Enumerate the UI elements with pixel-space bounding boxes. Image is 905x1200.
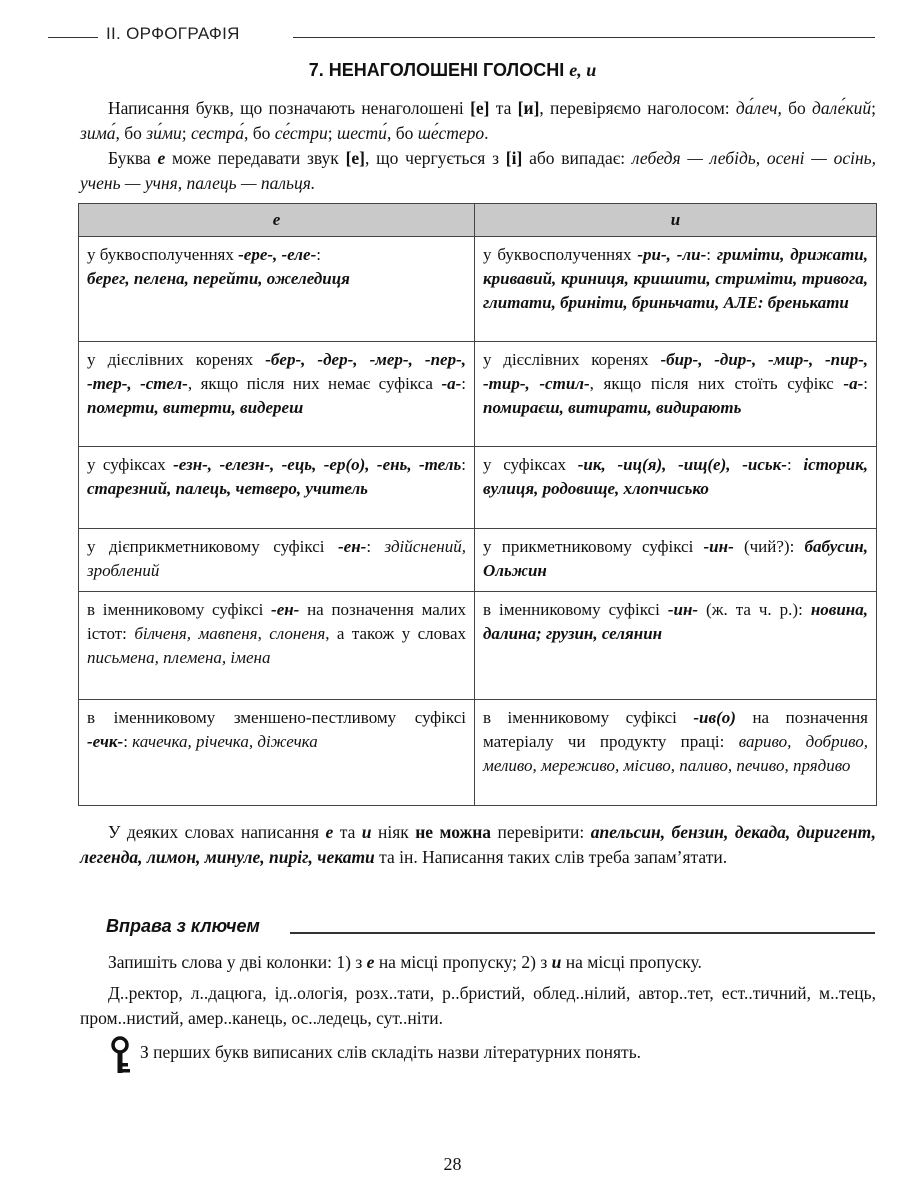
intro-paragraph-1: Написання букв, що позначають ненаголошені [е] та [и], перевіряємо наголосом: да́леч, бо дале́кий; зима́, бо зи́ми; сестра́, бо се́стри; шести́, бо ше́стеро. (80, 98, 877, 143)
page-number: 28 (443, 1154, 462, 1174)
cell-y: у дієслівних коренях -бир-, -дир-, -мир-, -пир-, -тир-, -стил-, якщо після них стоїть суфікс -а-: помираєш, витирати, видирають (475, 342, 877, 447)
cell-y: в іменниковому суфіксі -ин- (ж. та ч. р.): новина, далина; грузин, селянин (475, 592, 877, 700)
cell-y: у буквосполученнях -ри-, -ли-: гриміти, дрижати, кривавий, криниця, кришити, стриміти, тривога, глитати, бриніти, бриньчати, АЛЕ: бренькати (475, 237, 877, 342)
cell-e: у дієприкметниковому суфіксі -ен-: здійснений, зроблений (79, 529, 475, 592)
column-header-e: е (79, 204, 475, 237)
column-header-y: и (475, 204, 877, 237)
section-title-text: 7. НЕНАГОЛОШЕНІ ГОЛОСНІ (308, 60, 565, 80)
exercise-heading: Вправа з ключем (106, 916, 260, 936)
table-row (79, 592, 877, 700)
cell-e: у буквосполученнях -ере-, -еле-: берег, пелена, перейти, ожеледиця (79, 237, 475, 342)
key-instruction: З перших букв виписаних слів складіть назви літературних понять. (140, 1042, 642, 1062)
header-rule-left (48, 37, 98, 38)
table-header-row (79, 204, 877, 237)
section-title (0, 60, 905, 81)
section-title-vowels: е, и (569, 60, 597, 80)
table-row (79, 700, 877, 806)
cell-e: в іменниковому суфіксі -ен- на позначення малих істот: білченя, мавпеня, слоненя, а також у словах письмена, племена, імена (79, 592, 475, 700)
cell-e: у дієслівних коренях -бер-, -дер-, -мер-, -пер-, -тер-, -стел-, якщо після них немає суфікса -а-: померти, витерти, видереш (79, 342, 475, 447)
table-row (79, 237, 877, 342)
intro-paragraph-2: Буква е може передавати звук [е], що чергується з [і] або випадає: лебедя — лебідь, осені — осінь, учень — учня, палець — пальця. (80, 148, 876, 193)
cell-y: у суфіксах -ик, -иц(я), -ищ(е), -иськ-: історик, вулиця, родовище, хлопчисько (475, 447, 877, 529)
table-row (79, 529, 877, 592)
cell-y: у прикметниковому суфіксі -ин- (чий?): бабусин, Ольжин (475, 529, 877, 592)
exercise-words: Д..ректор, л..дацюга, ід..ологія, розх..тати, р..бристий, облед..нілий, автор..тет, ест..тичний, м..тець, пром..нистий, амер..канець, ос..ледець, сут..ніти. (80, 983, 876, 1028)
note-paragraph: У деяких словах написання е та и ніяк не можна перевірити: апельсин, бензин, декада, диригент, легенда, лимон, минуле, пиріг, чекати та ін. Написання таких слів треба запам’ятати. (80, 822, 876, 867)
page-header (48, 24, 875, 48)
table-row (79, 447, 877, 529)
key-icon (108, 1036, 132, 1076)
exercise-heading-rule (290, 932, 875, 934)
cell-e: в іменниковому зменшено-пестливому суфіксі -ечк-: качечка, річечка, діжечка (79, 700, 475, 806)
header-rule-right (293, 37, 875, 38)
cell-e: у суфіксах -езн-, -елезн-, -ець, -ер(о), -ень, -тель: старезний, палець, четверо, учитель (79, 447, 475, 529)
exercise-task: Запишіть слова у дві колонки: 1) з е на місці пропуску; 2) з и на місці пропуску. (108, 952, 702, 972)
cell-y: в іменниковому суфіксі -ив(о) на позначення матеріалу чи продукту праці: вариво, добриво, меливо, мереживо, місиво, паливо, печиво, прядиво (475, 700, 877, 806)
rules-table (78, 203, 877, 806)
table-row (79, 342, 877, 447)
chapter-title: II. ОРФОГРАФІЯ (106, 24, 248, 44)
